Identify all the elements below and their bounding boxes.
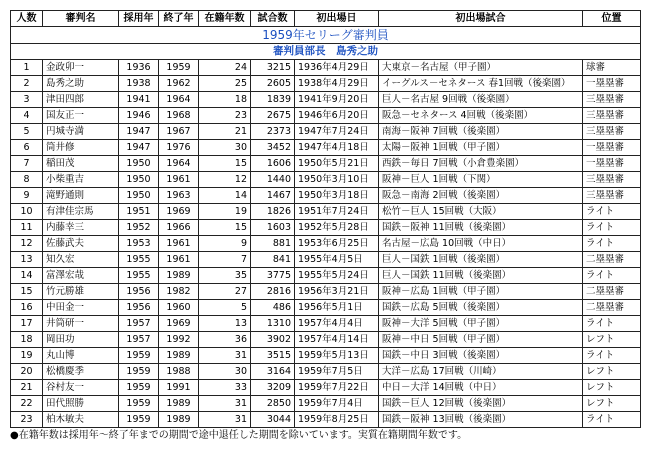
debut-game-cell: 阪神－巨人 1回戦（下関） — [379, 172, 583, 188]
debut-game-cell: 国鉄－広島 5回戦（後楽園） — [379, 300, 583, 316]
debut-game-cell: 中日－大洋 14回戦（中日） — [379, 380, 583, 396]
hire-year-cell: 1947 — [119, 140, 159, 156]
debut-game-cell: 松竹－巨人 15回戦（大阪） — [379, 204, 583, 220]
header-cell: 終了年 — [159, 11, 199, 27]
umpire-name-cell: 丸山博 — [43, 348, 119, 364]
row-number-cell: 23 — [11, 412, 43, 428]
position-cell: 一塁塁審 — [583, 76, 641, 92]
position-cell: 球審 — [583, 60, 641, 76]
debut-date-cell: 1959年7月22日 — [295, 380, 379, 396]
table-row — [11, 220, 641, 236]
table-row — [11, 332, 641, 348]
table-row — [11, 348, 641, 364]
end-year-cell: 1964 — [159, 156, 199, 172]
games-count-cell: 2605 — [251, 76, 295, 92]
end-year-cell: 1976 — [159, 140, 199, 156]
position-cell: レフト — [583, 332, 641, 348]
debut-date-cell: 1959年8月25日 — [295, 412, 379, 428]
header-cell: 試合数 — [251, 11, 295, 27]
end-year-cell: 1969 — [159, 204, 199, 220]
umpire-name-cell: 松橋慶季 — [43, 364, 119, 380]
header-row — [11, 11, 641, 27]
header-cell: 初出場日 — [295, 11, 379, 27]
games-count-cell: 3209 — [251, 380, 295, 396]
table-row — [11, 92, 641, 108]
debut-date-cell: 1952年5月28日 — [295, 220, 379, 236]
hire-year-cell: 1946 — [119, 108, 159, 124]
table-title: 1959年セリーグ審判員 — [11, 27, 641, 44]
umpire-name-cell: 小柴重吉 — [43, 172, 119, 188]
table-row — [11, 396, 641, 412]
row-number-cell: 6 — [11, 140, 43, 156]
header-cell: 位置 — [583, 11, 641, 27]
debut-date-cell: 1959年7月5日 — [295, 364, 379, 380]
position-cell: ライト — [583, 236, 641, 252]
end-year-cell: 1963 — [159, 188, 199, 204]
end-year-cell: 1966 — [159, 220, 199, 236]
years-served-cell: 31 — [199, 412, 251, 428]
row-number-cell: 8 — [11, 172, 43, 188]
debut-date-cell: 1950年3月18日 — [295, 188, 379, 204]
umpire-name-cell: 筒井修 — [43, 140, 119, 156]
debut-game-cell: 阪神－大洋 5回戦（甲子園） — [379, 316, 583, 332]
hire-year-cell: 1955 — [119, 252, 159, 268]
debut-game-cell: 名古屋－広島 10回戦（中日） — [379, 236, 583, 252]
games-count-cell: 3775 — [251, 268, 295, 284]
umpire-name-cell: 中田金一 — [43, 300, 119, 316]
umpire-name-cell: 島秀之助 — [43, 76, 119, 92]
row-number-cell: 11 — [11, 220, 43, 236]
games-count-cell: 486 — [251, 300, 295, 316]
hire-year-cell: 1959 — [119, 364, 159, 380]
table-subtitle: 審判員部長 島秀之助 — [11, 44, 641, 60]
position-cell: レフト — [583, 364, 641, 380]
position-cell: 三塁塁審 — [583, 92, 641, 108]
row-number-cell: 9 — [11, 188, 43, 204]
umpire-name-cell: 内藤幸三 — [43, 220, 119, 236]
hire-year-cell: 1936 — [119, 60, 159, 76]
umpire-name-cell: 田代照勝 — [43, 396, 119, 412]
games-count-cell: 2816 — [251, 284, 295, 300]
umpire-name-cell: 津田四郎 — [43, 92, 119, 108]
header-cell: 初出場試合 — [379, 11, 583, 27]
hire-year-cell: 1951 — [119, 204, 159, 220]
debut-date-cell: 1938年4月29日 — [295, 76, 379, 92]
position-cell: レフト — [583, 396, 641, 412]
games-count-cell: 1440 — [251, 172, 295, 188]
years-served-cell: 23 — [199, 108, 251, 124]
hire-year-cell: 1952 — [119, 220, 159, 236]
years-served-cell: 12 — [199, 172, 251, 188]
debut-game-cell: 阪急－南海 2回戦（後楽園） — [379, 188, 583, 204]
row-number-cell: 22 — [11, 396, 43, 412]
end-year-cell: 1989 — [159, 348, 199, 364]
games-count-cell: 1310 — [251, 316, 295, 332]
end-year-cell: 1989 — [159, 268, 199, 284]
debut-game-cell: 南海－阪神 7回戦（後楽園） — [379, 124, 583, 140]
table-row — [11, 236, 641, 252]
table-row — [11, 364, 641, 380]
debut-date-cell: 1950年3月10日 — [295, 172, 379, 188]
position-cell: 三塁塁審 — [583, 124, 641, 140]
hire-year-cell: 1957 — [119, 332, 159, 348]
table-row — [11, 156, 641, 172]
hire-year-cell: 1956 — [119, 284, 159, 300]
debut-game-cell: 巨人－国鉄 11回戦（後楽園） — [379, 268, 583, 284]
years-served-cell: 27 — [199, 284, 251, 300]
row-number-cell: 12 — [11, 236, 43, 252]
hire-year-cell: 1947 — [119, 124, 159, 140]
years-served-cell: 30 — [199, 364, 251, 380]
row-number-cell: 19 — [11, 348, 43, 364]
games-count-cell: 881 — [251, 236, 295, 252]
hire-year-cell: 1959 — [119, 396, 159, 412]
row-number-cell: 4 — [11, 108, 43, 124]
header-cell: 採用年 — [119, 11, 159, 27]
end-year-cell: 1991 — [159, 380, 199, 396]
games-count-cell: 3164 — [251, 364, 295, 380]
years-served-cell: 31 — [199, 348, 251, 364]
umpire-name-cell: 稲田茂 — [43, 156, 119, 172]
debut-game-cell: 阪急－セネタース 4回戦（後楽園） — [379, 108, 583, 124]
years-served-cell: 14 — [199, 188, 251, 204]
row-number-cell: 16 — [11, 300, 43, 316]
years-served-cell: 33 — [199, 380, 251, 396]
debut-date-cell: 1956年5月1日 — [295, 300, 379, 316]
debut-date-cell: 1955年5月24日 — [295, 268, 379, 284]
games-count-cell: 2373 — [251, 124, 295, 140]
debut-date-cell: 1947年4月18日 — [295, 140, 379, 156]
debut-date-cell: 1947年7月24日 — [295, 124, 379, 140]
debut-game-cell: 阪神－広島 1回戦（甲子園） — [379, 284, 583, 300]
years-served-cell: 35 — [199, 268, 251, 284]
debut-game-cell: 国鉄－阪神 11回戦（後楽園） — [379, 220, 583, 236]
end-year-cell: 1988 — [159, 364, 199, 380]
row-number-cell: 20 — [11, 364, 43, 380]
games-count-cell: 3515 — [251, 348, 295, 364]
end-year-cell: 1982 — [159, 284, 199, 300]
position-cell: ライト — [583, 268, 641, 284]
table-body — [11, 60, 641, 428]
years-served-cell: 9 — [199, 236, 251, 252]
position-cell: ライト — [583, 316, 641, 332]
end-year-cell: 1967 — [159, 124, 199, 140]
years-served-cell: 19 — [199, 204, 251, 220]
table-row — [11, 412, 641, 428]
umpire-name-cell: 国友正一 — [43, 108, 119, 124]
debut-game-cell: 国鉄－巨人 12回戦（後楽園） — [379, 396, 583, 412]
years-served-cell: 18 — [199, 92, 251, 108]
row-number-cell: 13 — [11, 252, 43, 268]
debut-game-cell: 巨人－名古屋 9回戦（後楽園） — [379, 92, 583, 108]
debut-game-cell: 大洋－広島 17回戦（川崎） — [379, 364, 583, 380]
games-count-cell: 3902 — [251, 332, 295, 348]
debut-date-cell: 1953年6月25日 — [295, 236, 379, 252]
table-row — [11, 252, 641, 268]
umpire-name-cell: 知久宏 — [43, 252, 119, 268]
games-count-cell: 3044 — [251, 412, 295, 428]
umpire-name-cell: 竹元勝雄 — [43, 284, 119, 300]
table-row — [11, 76, 641, 92]
document — [10, 10, 640, 443]
games-count-cell: 3215 — [251, 60, 295, 76]
years-served-cell: 15 — [199, 220, 251, 236]
table-row — [11, 284, 641, 300]
footnote: ●在籍年数は採用年～終了年までの期間で途中退任した期間を除いています。実質在籍期間年数です。 — [10, 430, 468, 441]
position-cell: レフト — [583, 380, 641, 396]
hire-year-cell: 1959 — [119, 380, 159, 396]
row-number-cell: 2 — [11, 76, 43, 92]
debut-game-cell: イーグルス－セネタース 春1回戦（後楽園） — [379, 76, 583, 92]
end-year-cell: 1961 — [159, 236, 199, 252]
position-cell: 二塁塁審 — [583, 300, 641, 316]
years-served-cell: 25 — [199, 76, 251, 92]
hire-year-cell: 1953 — [119, 236, 159, 252]
row-number-cell: 5 — [11, 124, 43, 140]
debut-date-cell: 1936年4月29日 — [295, 60, 379, 76]
end-year-cell: 1960 — [159, 300, 199, 316]
games-count-cell: 2850 — [251, 396, 295, 412]
position-cell: 一塁塁審 — [583, 140, 641, 156]
years-served-cell: 13 — [199, 316, 251, 332]
hire-year-cell: 1959 — [119, 348, 159, 364]
debut-game-cell: 阪神－中日 5回戦（甲子園） — [379, 332, 583, 348]
position-cell: 一塁塁審 — [583, 156, 641, 172]
games-count-cell: 2675 — [251, 108, 295, 124]
row-number-cell: 7 — [11, 156, 43, 172]
header-cell: 人数 — [11, 11, 43, 27]
end-year-cell: 1968 — [159, 108, 199, 124]
position-cell: ライト — [583, 220, 641, 236]
table-row — [11, 188, 641, 204]
end-year-cell: 1961 — [159, 252, 199, 268]
table-row — [11, 108, 641, 124]
table-row — [11, 172, 641, 188]
years-served-cell: 24 — [199, 60, 251, 76]
hire-year-cell: 1950 — [119, 188, 159, 204]
years-served-cell: 36 — [199, 332, 251, 348]
end-year-cell: 1962 — [159, 76, 199, 92]
debut-date-cell: 1941年9月20日 — [295, 92, 379, 108]
row-number-cell: 15 — [11, 284, 43, 300]
table-row — [11, 124, 641, 140]
games-count-cell: 1603 — [251, 220, 295, 236]
end-year-cell: 1992 — [159, 332, 199, 348]
end-year-cell: 1989 — [159, 396, 199, 412]
row-number-cell: 3 — [11, 92, 43, 108]
debut-game-cell: 国鉄－阪神 13回戦（後楽園） — [379, 412, 583, 428]
years-served-cell: 7 — [199, 252, 251, 268]
row-number-cell: 14 — [11, 268, 43, 284]
umpire-name-cell: 柏木敏夫 — [43, 412, 119, 428]
umpire-table — [10, 10, 641, 428]
debut-game-cell: 巨人－国鉄 1回戦（後楽園） — [379, 252, 583, 268]
table-row — [11, 380, 641, 396]
debut-date-cell: 1959年5月13日 — [295, 348, 379, 364]
hire-year-cell: 1950 — [119, 172, 159, 188]
umpire-name-cell: 佐藤武夫 — [43, 236, 119, 252]
row-number-cell: 1 — [11, 60, 43, 76]
table-row — [11, 300, 641, 316]
umpire-name-cell: 滝野通則 — [43, 188, 119, 204]
debut-game-cell: 大東京－名古屋（甲子園） — [379, 60, 583, 76]
debut-date-cell: 1951年7月24日 — [295, 204, 379, 220]
table-row — [11, 140, 641, 156]
table-row — [11, 204, 641, 220]
games-count-cell: 1467 — [251, 188, 295, 204]
hire-year-cell: 1938 — [119, 76, 159, 92]
end-year-cell: 1961 — [159, 172, 199, 188]
debut-date-cell: 1946年6月20日 — [295, 108, 379, 124]
games-count-cell: 1839 — [251, 92, 295, 108]
umpire-name-cell: 富澤宏哉 — [43, 268, 119, 284]
hire-year-cell: 1956 — [119, 300, 159, 316]
position-cell: ライト — [583, 412, 641, 428]
umpire-name-cell: 岡田功 — [43, 332, 119, 348]
position-cell: 三塁塁審 — [583, 172, 641, 188]
debut-game-cell: 国鉄－中日 3回戦（後楽園） — [379, 348, 583, 364]
position-cell: ライト — [583, 348, 641, 364]
years-served-cell: 31 — [199, 396, 251, 412]
umpire-name-cell: 有津佳宗馬 — [43, 204, 119, 220]
table-row — [11, 316, 641, 332]
years-served-cell: 15 — [199, 156, 251, 172]
row-number-cell: 18 — [11, 332, 43, 348]
games-count-cell: 3452 — [251, 140, 295, 156]
end-year-cell: 1964 — [159, 92, 199, 108]
umpire-name-cell: 井筒研一 — [43, 316, 119, 332]
games-count-cell: 841 — [251, 252, 295, 268]
years-served-cell: 30 — [199, 140, 251, 156]
hire-year-cell: 1941 — [119, 92, 159, 108]
debut-date-cell: 1957年4月4日 — [295, 316, 379, 332]
debut-game-cell: 西鉄－毎日 7回戦（小倉豊楽園） — [379, 156, 583, 172]
debut-date-cell: 1955年4月5日 — [295, 252, 379, 268]
table-row — [11, 268, 641, 284]
position-cell: 二塁塁審 — [583, 284, 641, 300]
header-cell: 在籍年数 — [199, 11, 251, 27]
debut-date-cell: 1950年5月21日 — [295, 156, 379, 172]
years-served-cell: 5 — [199, 300, 251, 316]
header-cell: 審判名 — [43, 11, 119, 27]
hire-year-cell: 1957 — [119, 316, 159, 332]
position-cell: 二塁塁審 — [583, 252, 641, 268]
umpire-name-cell: 円城寺満 — [43, 124, 119, 140]
debut-date-cell: 1959年7月4日 — [295, 396, 379, 412]
row-number-cell: 21 — [11, 380, 43, 396]
debut-game-cell: 太陽－阪神 1回戦（甲子園） — [379, 140, 583, 156]
hire-year-cell: 1959 — [119, 412, 159, 428]
end-year-cell: 1969 — [159, 316, 199, 332]
position-cell: ライト — [583, 204, 641, 220]
debut-date-cell: 1957年4月14日 — [295, 332, 379, 348]
row-number-cell: 17 — [11, 316, 43, 332]
games-count-cell: 1606 — [251, 156, 295, 172]
hire-year-cell: 1955 — [119, 268, 159, 284]
position-cell: 三塁塁審 — [583, 108, 641, 124]
row-number-cell: 10 — [11, 204, 43, 220]
end-year-cell: 1989 — [159, 412, 199, 428]
end-year-cell: 1959 — [159, 60, 199, 76]
umpire-name-cell: 谷村友一 — [43, 380, 119, 396]
games-count-cell: 1826 — [251, 204, 295, 220]
hire-year-cell: 1950 — [119, 156, 159, 172]
position-cell: 三塁塁審 — [583, 188, 641, 204]
table-row — [11, 60, 641, 76]
years-served-cell: 21 — [199, 124, 251, 140]
debut-date-cell: 1956年3月21日 — [295, 284, 379, 300]
umpire-name-cell: 金政卯一 — [43, 60, 119, 76]
